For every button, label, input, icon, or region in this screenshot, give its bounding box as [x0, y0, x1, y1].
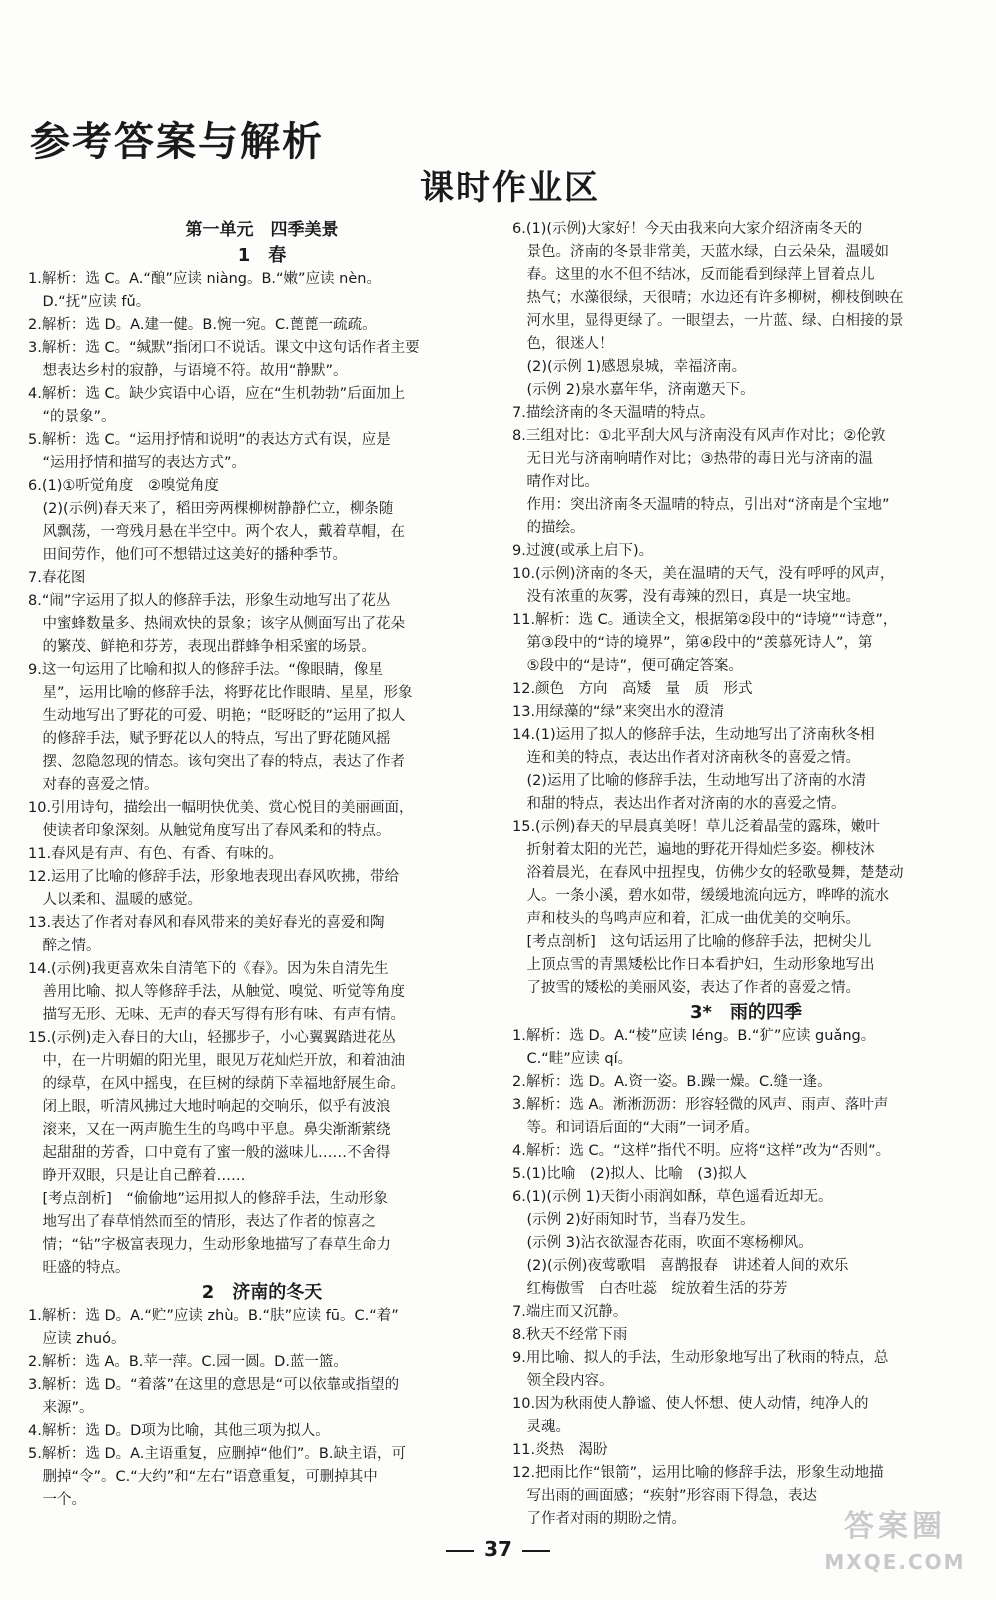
answer-line: 2.解析：选 A。B.苹一萍。C.园一圆。D.蓝一篮。 [28, 1354, 348, 1370]
answer-line: 2.解析：选 D。A.资一姿。B.躁一燥。C.缝一逢。 [512, 1074, 832, 1090]
answer-line: 的繁茂、鲜艳和芬芳，表现出群蜂争相采蜜的场景。 [28, 639, 376, 655]
answer-line: 无日光与济南响晴作对比；③热带的毒日光与济南的温 [512, 451, 873, 467]
answer-line: 5.解析：选 C。“运用抒情和说明”的表达方式有误，应是 [28, 432, 391, 448]
answer-line: 睁开双眼，只是让自己醉着…… [28, 1168, 246, 1184]
answer-line: 对春的喜爱之情。 [28, 777, 159, 793]
answer-line: 和甜的特点，表达出作者对济南的水的喜爱之情。 [512, 796, 846, 812]
answer-line: (示例 3)沾衣欲湿杏花雨，吹面不寒杨柳风。 [512, 1235, 813, 1251]
answer-line: 景色。济南的冬景非常美，天蓝水绿，白云朵朵，温暖如 [512, 244, 889, 260]
answer-line: 1.解析：选 D。A.“棱”应读 léng。B.“犷”应读 guǎng。 [512, 1028, 876, 1044]
answer-line: (示例 2)泉水嘉年华，济南邀天下。 [512, 382, 755, 398]
answer-line: 人以柔和、温暖的感觉。 [28, 892, 202, 908]
answer-line: D.“抚”应读 fǔ。 [28, 294, 151, 310]
answer-line: 连和美的特点，表达出作者对济南秋冬的喜爱之情。 [512, 750, 860, 766]
answer-line: 中蜜蜂数量多、热闹欢快的景象；该字从侧面写出了花朵 [28, 616, 405, 632]
answer-line: 10.因为秋雨使人静谧、使人怀想、使人动情，纯净人的 [512, 1396, 869, 1412]
answer-line: 写出雨的画面感；“疾射”形容雨下得急，表达 [512, 1488, 818, 1504]
answer-line: 删掉“令”。C.“大约”和“左右”语意重复，可删掉其中 [28, 1469, 378, 1485]
answer-line: 生动地写出了野花的可爱、明艳；“眨呀眨的”运用了拟人 [28, 708, 406, 724]
answer-line: 起甜甜的芳香，口中竟有了蜜一般的滋味儿……不舍得 [28, 1145, 391, 1161]
answer-line: (2)(示例 1)感恩泉城，幸福济南。 [512, 359, 747, 375]
answer-line: 14.(1)运用了拟人的修辞手法，生动地写出了济南秋冬相 [512, 727, 875, 743]
answer-line: 9.用比喻、拟人的手法，生动形象地写出了秋雨的特点，总 [512, 1350, 889, 1366]
answer-line: 7.春花图 [28, 570, 86, 586]
unit-heading: 第一单元 四季美景 [185, 220, 339, 240]
answer-line: 星”，运用比喻的修辞手法，将野花比作眼睛、星星，形象 [28, 685, 413, 701]
answer-line: 8.“闹”字运用了拟人的修辞手法，形象生动地写出了花丛 [28, 593, 391, 609]
answer-line: “的景象”。 [28, 409, 116, 425]
answer-line: 12.把雨比作“银箭”，运用比喻的修辞手法，形象生动地描 [512, 1465, 884, 1481]
answer-line: 11.解析：选 C。通读全文，根据第②段中的“诗境”“诗意”， [512, 612, 898, 628]
answer-line: 9.过渡(或承上启下)。 [512, 543, 654, 559]
answer-line: 上顶点雪的青黑矮松比作日本看护妇，生动形象地写出 [512, 957, 875, 973]
answer-line: 3.解析：选 A。淅淅沥沥：形容轻微的风声、雨声、落叶声 [512, 1097, 889, 1113]
answer-line: 想表达乡村的寂静，与语境不符。故用“静默”。 [28, 363, 348, 379]
answer-line: 醉之情。 [28, 938, 101, 954]
answer-line: 15.(示例)走入春日的大山，轻挪步子，小心翼翼踏进花丛 [28, 1030, 396, 1046]
answer-line: 了披雪的矮松的美丽风姿，表达了作者的喜爱之情。 [512, 980, 860, 996]
answer-line: 使读者印象深刻。从触觉角度写出了春风柔和的特点。 [28, 823, 391, 839]
answer-line: 14.(示例)我更喜欢朱自清笔下的《春》。因为朱自清先生 [28, 961, 389, 977]
watermark-url: MXQE.COM [824, 1550, 966, 1574]
answer-line: 11.春风是有声、有色、有香、有味的。 [28, 846, 284, 862]
answer-line: 热气；水藻很绿，天很晴；水边还有许多柳树，柳枝倒映在 [512, 290, 904, 306]
right-column [512, 218, 980, 1531]
answer-line: 6.(1)(示例)大家好！今天由我来向大家介绍济南冬天的 [512, 221, 863, 237]
answer-line: 的修辞手法，赋予野花以人的特点，写出了野花随风摇 [28, 731, 391, 747]
answer-line: 13.表达了作者对春风和春风带来的美好春光的喜爱和陶 [28, 915, 385, 931]
answer-line: 善用比喻、拟人等修辞手法，从触觉、嗅觉、听觉等角度 [28, 984, 405, 1000]
answer-line: 了作者对雨的期盼之情。 [512, 1511, 686, 1527]
answer-line: 5.解析：选 D。A.主语重复，应删掉“他们”。B.缺主语，可 [28, 1446, 406, 1462]
answer-line: 旺盛的特点。 [28, 1260, 130, 1276]
answer-line: 作用：突出济南冬天温晴的特点，引出对“济南是个宝地” [512, 497, 890, 513]
answer-line: 的绿草，在风中摇曳，在巨树的绿荫下幸福地舒展生命。 [28, 1076, 405, 1092]
answer-line: 应读 zhuó。 [28, 1331, 126, 1347]
answer-line: 中，在一片明媚的阳光里，眼见万花灿烂开放，和着油油 [28, 1053, 405, 1069]
answer-line: 情；“钻”字极富表现力，生动形象地描写了春草生命力 [28, 1237, 392, 1253]
answer-line: 12.颜色 方向 高矮 量 质 形式 [512, 681, 753, 697]
answer-line: ⑤段中的“是诗”，便可确定答案。 [512, 658, 744, 674]
watermark-logo-text: 答案圈 [844, 1509, 946, 1544]
answer-line: 8.秋天不经常下雨 [512, 1327, 628, 1343]
answer-line: 10.引用诗句，描绘出一幅明快优美、赏心悦目的美丽画面， [28, 800, 414, 816]
answer-line: 11.炎热 渴盼 [512, 1442, 608, 1458]
answer-line: 6.(1)①听觉角度 ②嗅觉角度 [28, 478, 219, 494]
lesson-heading: 2 济南的冬天 [201, 1282, 323, 1303]
page-number: 37 [0, 1535, 996, 1563]
answer-line: 河水里，显得更绿了。一眼望去，一片蓝、绿、白相接的景 [512, 313, 904, 329]
lesson-heading: 1 春 [237, 245, 287, 266]
answer-line: [考点剖析] 这句话运用了比喻的修辞手法，把树尖儿 [512, 934, 872, 950]
answer-line: 描写无形、无味、无声的春天写得有形有味、有声有情。 [28, 1007, 405, 1023]
section-title: 课时作业区 [420, 168, 600, 208]
answer-line: 一个。 [28, 1492, 86, 1508]
answer-line: 5.(1)比喻 (2)拟人、比喻 (3)拟人 [512, 1166, 747, 1182]
answer-line: [考点剖析] “偷偷地”运用拟人的修辞手法，生动形象 [28, 1191, 388, 1207]
answer-line: 声和枝头的鸟鸣声应和着，汇成一曲优美的交响乐。 [512, 911, 860, 927]
answer-line: 3.解析：选 C。“缄默”指闭口不说话。课文中这句话作者主要 [28, 340, 420, 356]
page-title: 参考答案与解析 [30, 119, 324, 165]
answer-line: 晴作对比。 [512, 474, 599, 490]
answer-line: 1.解析：选 D。A.“贮”应读 zhù。B.“肤”应读 fū。C.“着” [28, 1308, 399, 1324]
answer-line: 9.这一句运用了比喻和拟人的修辞手法。“像眼睛，像星 [28, 662, 383, 678]
answer-line: 2.解析：选 D。A.建一健。B.惋一宛。C.蓖蓖一疏疏。 [28, 317, 377, 333]
answer-line: 人。一条小溪，碧水如带，缓缓地流向远方，哗哗的流水 [512, 888, 889, 904]
answer-line: 摆、忽隐忽现的情态。该句突出了春的特点，表达了作者 [28, 754, 405, 770]
answer-line: 6.(1)(示例 1)天街小雨润如酥，草色遥看近却无。 [512, 1189, 833, 1205]
answer-line: 风飘荡，一弯残月悬在半空中。两个农人，戴着草帽，在 [28, 524, 405, 540]
lesson-heading: 3* 雨的四季 [690, 1002, 802, 1023]
answer-line: 领全段内容。 [512, 1373, 614, 1389]
answer-line: 10.(示例)济南的冬天，美在温晴的天气，没有呼呼的风声， [512, 566, 895, 582]
answer-line: 灵魂。 [512, 1419, 570, 1435]
answer-line: 4.解析：选 C。缺少宾语中心语，应在“生机勃勃”后面加上 [28, 386, 406, 402]
answer-line: 8.三组对比：①北平刮大风与济南没有风声作对比；②伦敦 [512, 428, 886, 444]
answer-line: (示例 2)好雨知时节，当春乃发生。 [512, 1212, 755, 1228]
site-watermark [820, 1505, 970, 1585]
answer-line: 4.解析：选 D。D项为比喻，其他三项为拟人。 [28, 1423, 330, 1439]
answer-line: 4.解析：选 C。“这样”指代不明。应将“这样”改为“否则”。 [512, 1143, 891, 1159]
answer-line: 第③段中的“诗的境界”，第④段中的“羡慕死诗人”，第 [512, 635, 873, 651]
answer-line: 1.解析：选 C。A.“酿”应读 niàng。B.“嫩”应读 nèn。 [28, 271, 381, 287]
answer-line: 15.(示例)春天的早晨真美呀！草儿泛着晶莹的露珠，嫩叶 [512, 819, 880, 835]
answer-line: 12.运用了比喻的修辞手法，形象地表现出春风吹拂，带给 [28, 869, 400, 885]
answer-line: 闭上眼，听清风拂过大地时响起的交响乐，似乎有波浪 [28, 1099, 391, 1115]
answer-line: 地写出了春草悄然而至的情形，表达了作者的惊喜之 [28, 1214, 376, 1230]
answer-line: 来源”。 [28, 1400, 94, 1416]
answer-line: 浴着晨光，在春风中扭捏曳，仿佛少女的轻歌曼舞，楚楚动 [512, 865, 904, 881]
answer-line: (2)运用了比喻的修辞手法，生动地写出了济南的水清 [512, 773, 867, 789]
answer-line: 色，很迷人！ [512, 336, 614, 352]
answer-line: “运用抒情和描写的表达方式”。 [28, 455, 247, 471]
answer-line: C.“畦”应读 qí。 [512, 1051, 633, 1067]
answer-line: (2)(示例)春天来了，稻田旁两棵柳树静静伫立，柳条随 [28, 501, 394, 517]
answer-line: 7.描绘济南的冬天温晴的特点。 [512, 405, 715, 421]
answer-line: 红梅傲雪 白杏吐蕊 绽放着生活的芬芳 [512, 1281, 788, 1297]
answer-line: 滚来，又在一两声脆生生的鸟鸣中平息。鼻尖渐渐萦绕 [28, 1122, 391, 1138]
left-column [28, 218, 496, 1512]
answer-line: 3.解析：选 D。“着落”在这里的意思是“可以依靠或指望的 [28, 1377, 400, 1393]
answer-line: 13.用绿藻的“绿”来突出水的澄清 [512, 704, 725, 720]
answer-line: 春。这里的水不但不结冰，反而能看到绿萍上冒着点儿 [512, 267, 875, 283]
answer-line: (2)(示例)夜莺歌唱 喜鹊报春 讲述着人间的欢乐 [512, 1258, 849, 1274]
answer-line: 等。和词语后面的“大雨”一词矛盾。 [512, 1120, 760, 1136]
answer-line: 田间劳作，他们可不想错过这美好的播种季节。 [28, 547, 347, 563]
answer-line: 没有浓重的灰雾，没有毒辣的烈日，真是一块宝地。 [512, 589, 860, 605]
answer-line: 的描绘。 [512, 520, 585, 536]
answer-line: 折射着太阳的光芒，遍地的野花开得灿烂多姿。柳枝沐 [512, 842, 875, 858]
answer-line: 7.端庄而又沉静。 [512, 1304, 628, 1320]
